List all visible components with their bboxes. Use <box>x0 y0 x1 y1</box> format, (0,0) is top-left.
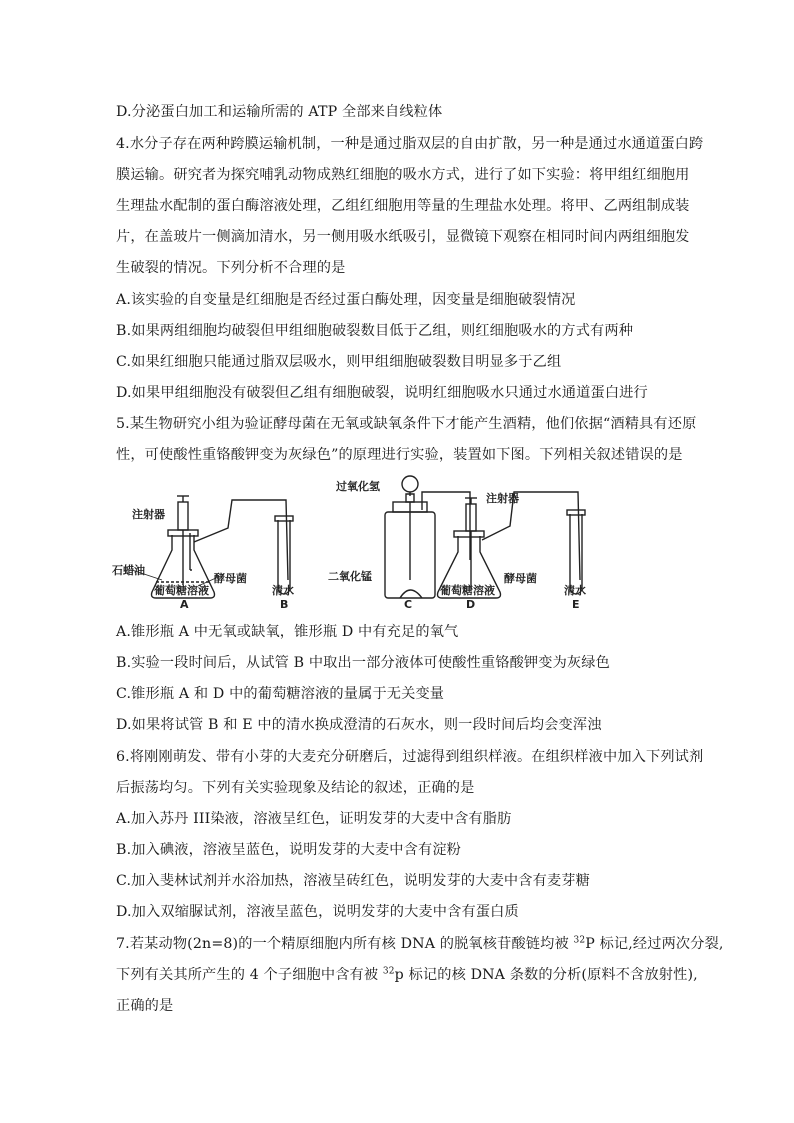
label-glucose-a: 葡萄糖溶液 <box>154 584 209 597</box>
q4-stem-line5: 生破裂的情况。下列分析不合理的是 <box>116 260 346 276</box>
label-yeast-d: 酵母菌 <box>504 572 537 585</box>
q5-stem-line2: 性，可使酸性重铬酸钾变为灰绿色”的原理进行实验，装置如下图。下列相关叙述错误的是 <box>116 447 683 463</box>
label-hydrogen-peroxide: 过氧化氢 <box>336 480 380 493</box>
option-d-q3: D.分泌蛋白加工和运输所需的 ATP 全部来自线粒体 <box>116 104 443 120</box>
q6-option-a: A.加入苏丹 III染液，溶液呈红色，证明发芽的大麦中含有脂肪 <box>116 811 512 827</box>
q5-option-d: D.如果将试管 B 和 E 中的清水换成澄清的石灰水，则一段时间后均会变浑浊 <box>116 717 602 733</box>
label-d: D <box>466 598 476 611</box>
q7-stem-line1: 7.若某动物(2n=8)的一个精原细胞内所有核 DNA 的脱氧核苷酸链均被 $^{32}$P 标记,经过两次分裂, <box>116 935 724 952</box>
q6-stem-line2: 后振荡均匀。下列有关实验现象及结论的叙述，正确的是 <box>116 780 475 796</box>
label-manganese-dioxide: 二氧化锰 <box>328 570 372 583</box>
q4-option-a: A.该实验的自变量是红细胞是否经过蛋白酶处理，因变量是细胞破裂情况 <box>116 292 576 308</box>
q5-option-a: A.锥形瓶 A 中无氧或缺氧，锥形瓶 D 中有充足的氧气 <box>116 624 459 640</box>
label-injector-d: 注射器 <box>486 492 519 505</box>
label-e: E <box>572 598 580 611</box>
q6-option-b: B.加入碘液，溶液呈蓝色，说明发芽的大麦中含有淀粉 <box>116 842 461 858</box>
q4-option-b: B.如果两组细胞均破裂但甲组细胞破裂数目低于乙组，则红细胞吸水的方式有两种 <box>116 323 634 339</box>
q4-option-d: D.如果甲组细胞没有破裂但乙组有细胞破裂，说明红细胞吸水只通过水通道蛋白进行 <box>116 385 648 401</box>
q4-option-c: C.如果红细胞只能通过脂双层吸水，则甲组细胞破裂数目明显多于乙组 <box>116 354 562 370</box>
label-b: B <box>280 598 289 611</box>
q7-stem-line3: 正确的是 <box>116 998 174 1014</box>
experiment-apparatus-figure <box>110 470 630 620</box>
apparatus-diagram <box>110 470 630 620</box>
q5-option-b: B.实验一段时间后，从试管 B 中取出一部分液体可使酸性重铬酸钾变为灰绿色 <box>116 655 610 671</box>
label-c: C <box>404 598 413 611</box>
q7-stem-line2: 下列有关其所产生的 4 个子细胞中含有被 $^{32}$p 标记的核 DNA 条数的分析(原料不含放射性), <box>116 966 698 983</box>
q6-option-d: D.加入双缩脲试剂，溶液呈蓝色，说明发芽的大麦中含有蛋白质 <box>116 904 519 920</box>
q5-option-c: C.锥形瓶 A 和 D 中的葡萄糖溶液的量属于无关变量 <box>116 686 445 702</box>
label-a: A <box>180 598 189 611</box>
q4-stem-line3: 生理盐水配制的蛋白酶溶液处理，乙组红细胞用等量的生理盐水处理。将甲、乙两组制成装 <box>116 198 690 214</box>
q6-option-c: C.加入斐林试剂并水浴加热，溶液呈砖红色，说明发芽的大麦中含有麦芽糖 <box>116 873 590 889</box>
label-water-e: 清水 <box>564 584 586 597</box>
label-yeast-a: 酵母菌 <box>214 572 247 585</box>
label-water-b: 清水 <box>272 584 294 597</box>
q5-stem-line1: 5.某生物研究小组为验证酵母菌在无氧或缺氧条件下才能产生酒精，他们依据“酒精具有还原 <box>116 416 697 432</box>
label-paraffin: 石蜡油 <box>112 564 145 577</box>
label-injector-a: 注射器 <box>132 508 165 521</box>
q6-stem-line1: 6.将刚刚萌发、带有小芽的大麦充分研磨后，过滤得到组织样液。在组织样液中加入下列试剂 <box>116 749 704 765</box>
q4-stem-line1: 4.水分子存在两种跨膜运输机制，一种是通过脂双层的自由扩散，另一种是通过水通道蛋白跨 <box>116 136 704 152</box>
q4-stem-line2: 膜运输。研究者为探究哺乳动物成熟红细胞的吸水方式，进行了如下实验：将甲组红细胞用 <box>116 167 690 183</box>
label-glucose-d: 葡萄糖溶液 <box>440 584 495 597</box>
q4-stem-line4: 片，在盖玻片一侧滴加清水，另一侧用吸水纸吸引，显微镜下观察在相同时间内两组细胞发 <box>116 229 690 245</box>
